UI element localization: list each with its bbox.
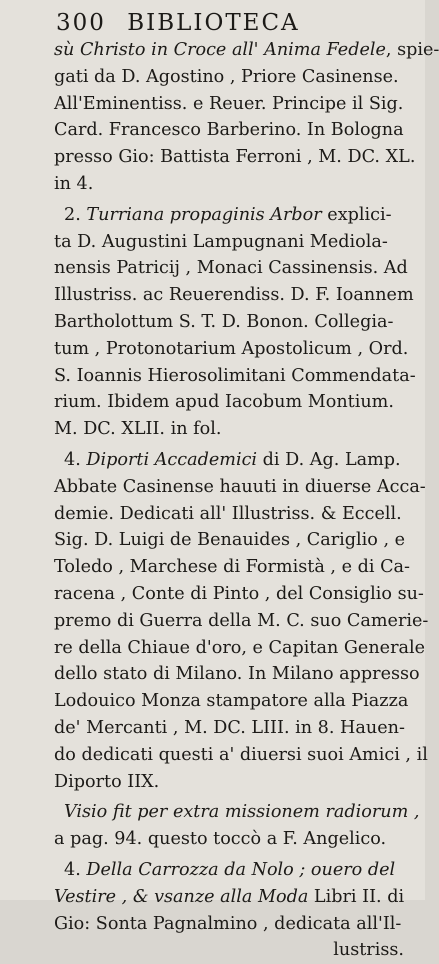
text-run: Illustriss. ac Reuerendiss. D. F. Ioannem (54, 285, 414, 306)
text-run: Toledo , Marchese di Formistà , e di Ca- (54, 557, 410, 578)
text-line (54, 635, 426, 662)
text-line (54, 769, 414, 796)
text-line (54, 937, 414, 964)
text-line (54, 501, 414, 528)
text-line (54, 554, 414, 581)
text-run: M. DC. XLII. in fol. (54, 419, 222, 440)
text-line (54, 527, 414, 554)
text-run: rium. Ibidem apud Iacobum Montium. (54, 392, 394, 413)
text-run: 4. (64, 449, 87, 470)
text-run: Libri II. di (308, 886, 405, 907)
text-line (54, 336, 414, 363)
text-line (54, 282, 414, 309)
body-text (54, 37, 439, 964)
text-run: Sig. D. Luigi de Benauides , Cariglio , e (54, 530, 406, 551)
text-line (54, 799, 420, 826)
text-line (54, 309, 414, 336)
text-line (54, 117, 414, 144)
text-run: All'Eminentiss. e Reuer. Principe il Sig. (54, 93, 404, 114)
text-line (54, 826, 414, 853)
text-line (54, 363, 414, 390)
text-line (54, 581, 424, 608)
text-run: Abbate Casinense hauuti in diuerse Acca- (54, 476, 426, 497)
text-line (54, 229, 414, 256)
italic-title-run: Visio fit per extra missionem radiorum , (64, 802, 420, 823)
text-line (54, 416, 414, 443)
text-run: lustriss. (333, 940, 404, 961)
text-run: presso Gio: Battista Ferroni , M. DC. XL. (54, 147, 416, 168)
text-line (54, 37, 439, 64)
text-line (54, 911, 414, 938)
text-line (54, 64, 414, 91)
page-header (56, 6, 409, 40)
text-run: Card. Francesco Barberino. In Bologna (54, 120, 404, 141)
text-run: S. Ioannis Hierosolimitani Commendata- (54, 365, 416, 386)
page-number: 300 (56, 10, 106, 36)
text-line (54, 857, 414, 884)
text-line (54, 447, 414, 474)
text-run: premo di Guerra della M. C. suo Camerie- (54, 610, 429, 631)
text-run: Bartholottum S. T. D. Bonon. Collegia- (54, 311, 394, 332)
text-line (54, 91, 414, 118)
text-line (54, 608, 429, 635)
text-line (54, 742, 428, 769)
text-run: do dedicati questi a' diuersi suoi Amici , il (54, 744, 428, 765)
italic-title-run: sù Christo in Croce all' Anima Fedele (54, 40, 386, 60)
text-run: de' Mercanti , M. DC. LIII. in 8. Hauen- (54, 717, 405, 738)
text-run: Gio: Sonta Pagnalmino , dedicata all'Il- (54, 913, 402, 934)
text-line (54, 661, 420, 688)
text-line (54, 884, 414, 911)
text-line (54, 474, 426, 501)
text-line (54, 688, 414, 715)
text-run: explici- (321, 204, 392, 225)
italic-title-run: Diporti Accademici (86, 449, 258, 470)
text-line (54, 255, 414, 282)
text-run: in 4. (54, 173, 94, 194)
text-line (54, 202, 414, 229)
running-title: BIBLIOTECA (127, 10, 300, 36)
italic-title-run: Turriana propaginis Arbor (86, 204, 322, 225)
text-run: 2. (64, 204, 87, 225)
text-run: di D. Ag. Lamp. (257, 449, 401, 470)
italic-title-run: Della Carrozza da Nolo ; ouero del (86, 859, 396, 880)
italic-title-run: Vestire , & vsanze alla Moda (54, 886, 309, 907)
text-run: , spie- (385, 40, 439, 60)
text-run: dello stato di Milano. In Milano appresso (54, 664, 420, 685)
text-run: 4. (64, 859, 87, 880)
text-run: Diporto IIX. (54, 771, 160, 792)
text-line (54, 715, 414, 742)
text-run: Lodouico Monza stampatore alla Piazza (54, 691, 409, 712)
text-run: re della Chiaue d'oro, e Capitan Generale (54, 637, 426, 658)
text-run: gati da D. Agostino , Priore Casinense. (54, 66, 399, 87)
text-run: demie. Dedicati all' Illustriss. & Eccell. (54, 503, 402, 524)
text-line (54, 389, 414, 416)
text-run: tum , Protonotarium Apostolicum , Ord. (54, 338, 409, 359)
text-run: racena , Conte di Pinto , del Consiglio su- (54, 583, 424, 604)
text-run: ta D. Augustini Lampugnani Mediola- (54, 231, 388, 252)
text-line (54, 144, 414, 171)
text-line (54, 171, 414, 198)
text-run: a pag. 94. questo toccò a F. Angelico. (54, 829, 387, 850)
text-run: nensis Patricij , Monaci Cassinensis. Ad (54, 258, 408, 279)
